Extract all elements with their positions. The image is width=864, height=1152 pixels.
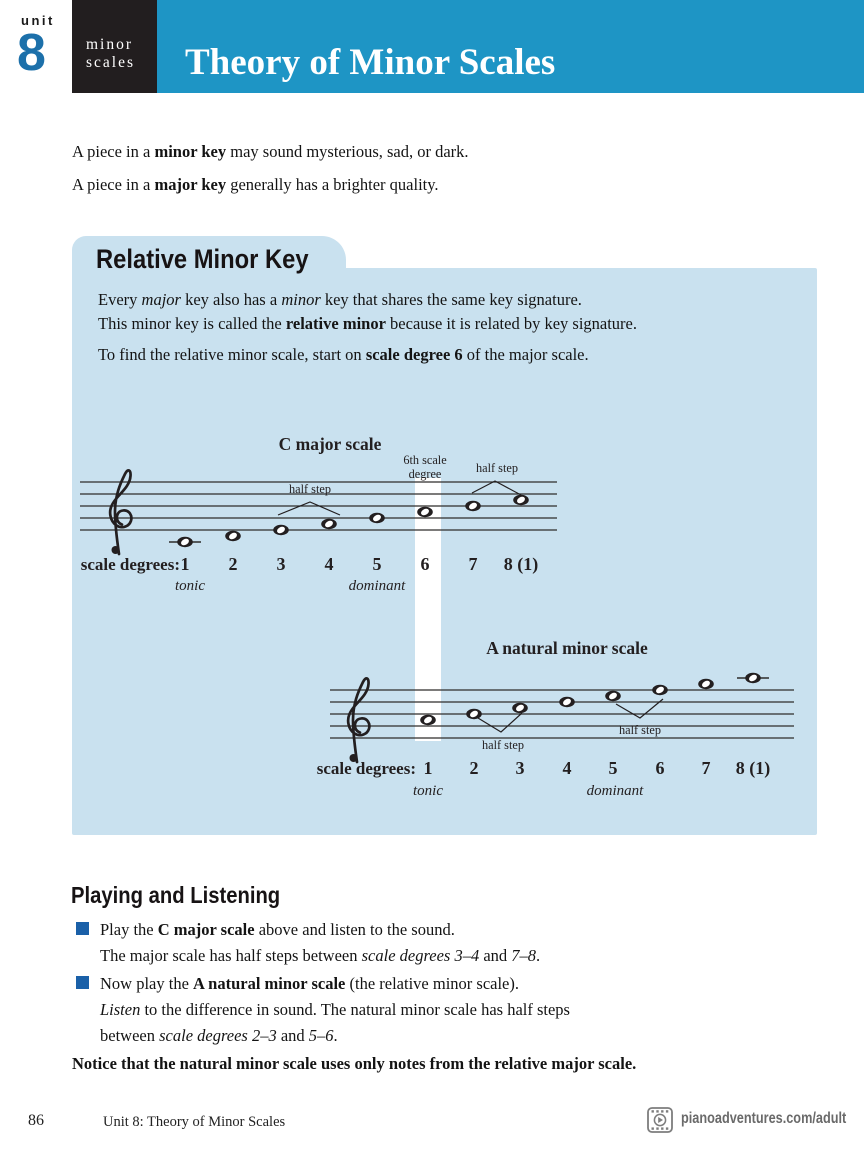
- note-g5: [698, 679, 714, 689]
- b1l2-mid: and: [479, 946, 512, 965]
- b2l1-post: (the relative minor scale).: [345, 974, 519, 993]
- b2l3-italic1: scale degrees 2–3: [159, 1026, 277, 1045]
- pp3-pre: To find the relative minor scale, start on: [98, 345, 366, 364]
- degree-7: 7: [701, 758, 711, 778]
- footer-running-title: Unit 8: Theory of Minor Scales: [103, 1114, 286, 1130]
- figure-title: C major scale: [278, 434, 382, 454]
- degree-8: 8 (1): [503, 554, 539, 574]
- degree-5: 5: [608, 758, 618, 778]
- bullet1-line1: [100, 920, 455, 940]
- figure-title: A natural minor scale: [486, 638, 648, 658]
- panel-paragraph-3: [98, 345, 589, 365]
- b2l3-post: .: [333, 1026, 338, 1045]
- b1l1-bold: C major scale: [157, 920, 255, 939]
- b2l2-post: to the difference in sound. The natural minor scale has half steps: [140, 1000, 570, 1019]
- scale-degrees-row: [81, 554, 539, 575]
- treble-clef: [348, 678, 369, 762]
- a-minor-scale-figure: [296, 638, 810, 806]
- tonic-label: tonic: [413, 783, 443, 799]
- degree-5: 5: [372, 554, 382, 574]
- half-step-label-7-8: half step: [475, 461, 519, 475]
- pp2-post: because it is related by key signature.: [385, 314, 637, 333]
- note-c4: [177, 537, 193, 547]
- dominant-label: dominant: [348, 578, 406, 594]
- intro1-bold: minor key: [154, 142, 227, 161]
- b1l1-pre: Play the: [100, 920, 158, 939]
- sixth-degree-label-line1: 6th scale: [403, 453, 447, 467]
- sixth-degree-label-line2: degree: [408, 467, 442, 481]
- degree-7: 7: [468, 554, 478, 574]
- intro1-post: may sound mysterious, sad, or dark.: [226, 142, 469, 161]
- degree-2: 2: [228, 554, 238, 574]
- half-step-label-3-4: half step: [288, 482, 332, 496]
- title-bar: [157, 0, 864, 93]
- intro-line-2: [72, 175, 439, 195]
- b2l3-mid: and: [276, 1026, 309, 1045]
- treble-clef: [110, 470, 131, 554]
- note-a5: [745, 673, 761, 683]
- b1l2-italic1: scale degrees 3–4: [361, 946, 480, 965]
- b2l3-pre: between: [100, 1026, 160, 1045]
- scale-degrees-label: scale degrees:: [80, 555, 180, 574]
- scale-degrees-row: [317, 758, 771, 779]
- b1l2-post: .: [536, 946, 541, 965]
- notes: [420, 673, 761, 725]
- c-major-scale-figure: [62, 432, 566, 600]
- half-step-label-2-3: half step: [481, 738, 525, 752]
- note-e5: [605, 691, 621, 701]
- page-number: 86: [28, 1112, 44, 1129]
- bullet-square-2: [76, 976, 89, 989]
- pp1-italic2: minor: [281, 290, 321, 309]
- note-a4: [417, 507, 433, 517]
- footer-website: pianoadventures.com/adult: [681, 1110, 847, 1127]
- bullet2-line1: [100, 974, 519, 994]
- note-c5: [512, 703, 528, 713]
- unit-label: unit: [21, 13, 55, 28]
- note-g4: [369, 513, 385, 523]
- bullet1-line2: [100, 946, 540, 966]
- note-d5: [559, 697, 575, 707]
- note-f4: [321, 519, 337, 529]
- half-step-bracket-2-3: [478, 713, 522, 732]
- degree-4: 4: [562, 758, 572, 778]
- pp1-italic1: major: [141, 290, 181, 309]
- pp3-bold: scale degree 6: [365, 345, 463, 364]
- b2l1-bold: A natural minor scale: [193, 974, 346, 993]
- degree-6: 6: [420, 554, 430, 574]
- half-step-label-5-6: half step: [618, 723, 662, 737]
- panel-paragraph-1: [98, 290, 582, 310]
- bullet2-line2: [100, 1000, 570, 1020]
- note-f5: [652, 685, 668, 695]
- notice-line: Notice that the natural minor scale uses only notes from the relative major scale.: [72, 1054, 637, 1073]
- note-b4: [466, 709, 482, 719]
- degree-1: 1: [423, 758, 433, 778]
- playing-listening-heading: Playing and Listening: [71, 882, 281, 908]
- note-d4: [225, 531, 241, 541]
- panel-heading: Relative Minor Key: [96, 244, 309, 274]
- page-title: Theory of Minor Scales: [185, 42, 556, 83]
- notes: [177, 495, 529, 547]
- half-step-bracket-3-4: [278, 502, 340, 515]
- unit-tag-text: [86, 36, 135, 71]
- note-c5: [513, 495, 529, 505]
- intro2-pre: A piece in a: [72, 175, 155, 194]
- bullet-square-1: [76, 922, 89, 935]
- unit-tag-box: [72, 0, 157, 93]
- b1l1-post: above and listen to the sound.: [254, 920, 455, 939]
- b2l2-italic: Listen: [100, 1000, 141, 1019]
- pp2-bold: relative minor: [285, 314, 386, 333]
- intro-line-1: [72, 142, 469, 162]
- degree-4: 4: [324, 554, 334, 574]
- note-b4: [465, 501, 481, 511]
- video-icon: [646, 1105, 674, 1135]
- unit-tag-line1: minor: [86, 36, 134, 53]
- degree-8: 8 (1): [735, 758, 771, 778]
- pp1-post: key that shares the same key signature.: [320, 290, 582, 309]
- intro2-post: generally has a brighter quality.: [226, 175, 439, 194]
- pp1-mid: key also has a: [180, 290, 282, 309]
- note-a4: [420, 715, 436, 725]
- panel-paragraph-2: [98, 314, 637, 334]
- b1l2-italic2: 7–8: [511, 946, 537, 965]
- degree-2: 2: [469, 758, 479, 778]
- dominant-label: dominant: [586, 783, 644, 799]
- unit-tag-line2: scales: [86, 53, 136, 71]
- intro1-pre: A piece in a: [72, 142, 155, 161]
- b2l3-italic2: 5–6: [308, 1026, 334, 1045]
- pp1-pre: Every: [98, 290, 142, 309]
- intro2-bold: major key: [154, 175, 227, 194]
- tonic-label: tonic: [175, 578, 205, 594]
- scale-degrees-label: scale degrees:: [316, 759, 416, 778]
- pp2-pre: This minor key is called the: [98, 314, 286, 333]
- degree-1: 1: [180, 554, 190, 574]
- note-e4: [273, 525, 289, 535]
- degree-6: 6: [655, 758, 665, 778]
- degree-3: 3: [515, 758, 525, 778]
- unit-number: 8: [17, 24, 46, 82]
- play-triangle-icon: [658, 1117, 663, 1123]
- bullet2-line3: [100, 1026, 338, 1046]
- half-step-bracket-7-8: [472, 481, 521, 495]
- b1l2-pre: The major scale has half steps between: [100, 946, 362, 965]
- staff: [330, 690, 794, 738]
- b2l1-pre: Now play the: [100, 974, 194, 993]
- pp3-post: of the major scale.: [462, 345, 589, 364]
- degree-3: 3: [276, 554, 286, 574]
